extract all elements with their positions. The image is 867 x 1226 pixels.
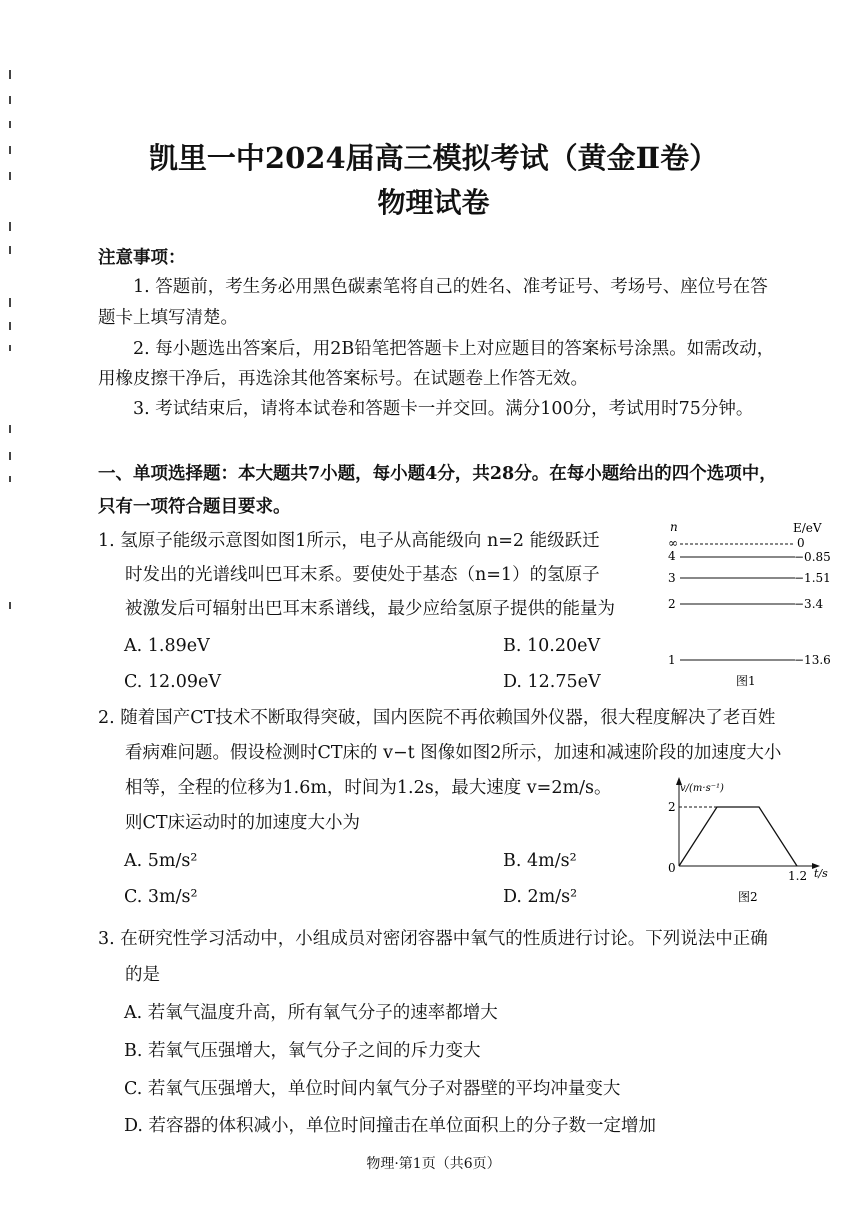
section-heading: 一、单项选择题：本大题共7小题，每小题4分，共28分。在每小题给出的四个选项中， xyxy=(98,464,777,484)
page-subtitle: 物理试卷 xyxy=(377,186,490,219)
level-n-label: ∞ xyxy=(668,536,678,550)
margin-mark xyxy=(9,222,11,231)
q3-stem-cont: 的是 xyxy=(125,965,160,985)
q2-stem-cont: 则CT床运动时的加速度大小为 xyxy=(125,813,361,833)
energy-axis-label: E/eV xyxy=(793,521,822,535)
velocity-curve xyxy=(679,807,797,866)
q3-option-d: D. 若容器的体积减小，单位时间撞击在单位面积上的分子数一定增加 xyxy=(124,1116,657,1136)
margin-mark xyxy=(9,70,11,79)
notice-item-2: 2. 每小题选出答案后，用2B铅笔把答题卡上对应题目的答案标号涂黑。如需改动， xyxy=(133,339,775,359)
q2-stem: 2. 随着国产CT技术不断取得突破，国内医院不再依赖国外仪器，很大程度解决了老百姓 xyxy=(98,708,776,728)
q1-stem-cont: 时发出的光谱线叫巴耳末系。要使处于基态（n=1）的氢原子 xyxy=(125,565,600,585)
energy-level-diagram xyxy=(660,519,840,691)
figure-2-caption: 图2 xyxy=(738,890,758,904)
page-title: 凯里一中2024届高三模拟考试（黄金Ⅱ卷） xyxy=(148,141,719,175)
q1-stem-cont: 被激发后可辐射出巴耳末系谱线，最少应给氢原子提供的能量为 xyxy=(125,599,615,619)
q3-stem: 3. 在研究性学习活动中，小组成员对密闭容器中氧气的性质进行讨论。下列说法中正确 xyxy=(98,929,768,949)
q2-option-a: A. 5m/s² xyxy=(124,851,198,871)
notice-item-2-cont: 用橡皮擦干净后，再选涂其他答案标号。在试题卷上作答无效。 xyxy=(98,369,588,389)
notice-item-1: 1. 答题前，考生务必用黑色碳素笔将自己的姓名、准考证号、考场号、座位号在答 xyxy=(133,277,768,297)
notice-item-3: 3. 考试结束后，请将本试卷和答题卡一并交回。满分100分，考试用时75分钟。 xyxy=(133,399,754,419)
q1-option-d: D. 12.75eV xyxy=(503,672,601,692)
q2-option-b: B. 4m/s² xyxy=(503,851,577,871)
notice-heading: 注意事项： xyxy=(98,248,186,268)
q2-option-c: C. 3m/s² xyxy=(124,887,198,907)
y-tick-label: 2 xyxy=(668,800,676,814)
q2-stem-cont: 相等，全程的位移为1.6m，时间为1.2s，最大速度 v=2m/s。 xyxy=(125,778,612,798)
level-energy-label: −0.85 xyxy=(794,550,831,564)
margin-mark xyxy=(9,452,11,460)
figure-1-caption: 图1 xyxy=(736,674,756,688)
margin-mark xyxy=(9,345,11,351)
q3-option-a: A. 若氧气温度升高，所有氧气分子的速率都增大 xyxy=(124,1003,498,1023)
vt-graph xyxy=(660,773,840,908)
margin-mark xyxy=(9,425,11,433)
level-n-label: 3 xyxy=(668,571,676,585)
margin-mark xyxy=(9,298,11,307)
level-energy-label: −13.6 xyxy=(794,653,831,667)
margin-mark xyxy=(9,246,11,254)
level-n-label: 4 xyxy=(668,549,676,563)
margin-mark xyxy=(9,121,11,128)
q3-option-c: C. 若氧气压强增大，单位时间内氧气分子对器壁的平均冲量变大 xyxy=(124,1079,621,1099)
section-heading-cont: 只有一项符合题目要求。 xyxy=(98,497,291,517)
level-energy-label: −1.51 xyxy=(794,571,831,585)
y-axis-label: v/(m·s⁻¹) xyxy=(680,783,724,794)
margin-mark xyxy=(9,602,11,609)
notice-item-1-cont: 题卡上填写清楚。 xyxy=(98,308,238,328)
level-n-label: 1 xyxy=(668,653,676,667)
page-footer: 物理·第1页（共6页） xyxy=(366,1156,501,1172)
q3-option-b: B. 若氧气压强增大，氧气分子之间的斥力变大 xyxy=(124,1041,481,1061)
origin-label: 0 xyxy=(668,861,676,875)
x-tick-label: 1.2 xyxy=(788,869,808,883)
n-axis-label: n xyxy=(670,520,678,534)
q2-stem-cont: 看病难问题。假设检测时CT床的 v−t 图像如图2所示，加速和减速阶段的加速度大小 xyxy=(125,743,782,763)
level-energy-label: 0 xyxy=(797,536,805,550)
margin-mark xyxy=(9,476,11,482)
level-n-label: 2 xyxy=(668,597,676,611)
margin-mark xyxy=(9,322,11,330)
level-energy-label: −3.4 xyxy=(794,597,824,611)
q2-option-d: D. 2m/s² xyxy=(503,887,578,907)
x-axis-label: t/s xyxy=(814,867,828,880)
q1-option-c: C. 12.09eV xyxy=(124,672,221,692)
q1-stem: 1. 氢原子能级示意图如图1所示，电子从高能级向 n=2 能级跃迁 xyxy=(98,531,600,551)
margin-mark xyxy=(9,96,11,104)
q1-option-b: B. 10.20eV xyxy=(503,636,601,656)
q1-option-a: A. 1.89eV xyxy=(124,636,210,656)
